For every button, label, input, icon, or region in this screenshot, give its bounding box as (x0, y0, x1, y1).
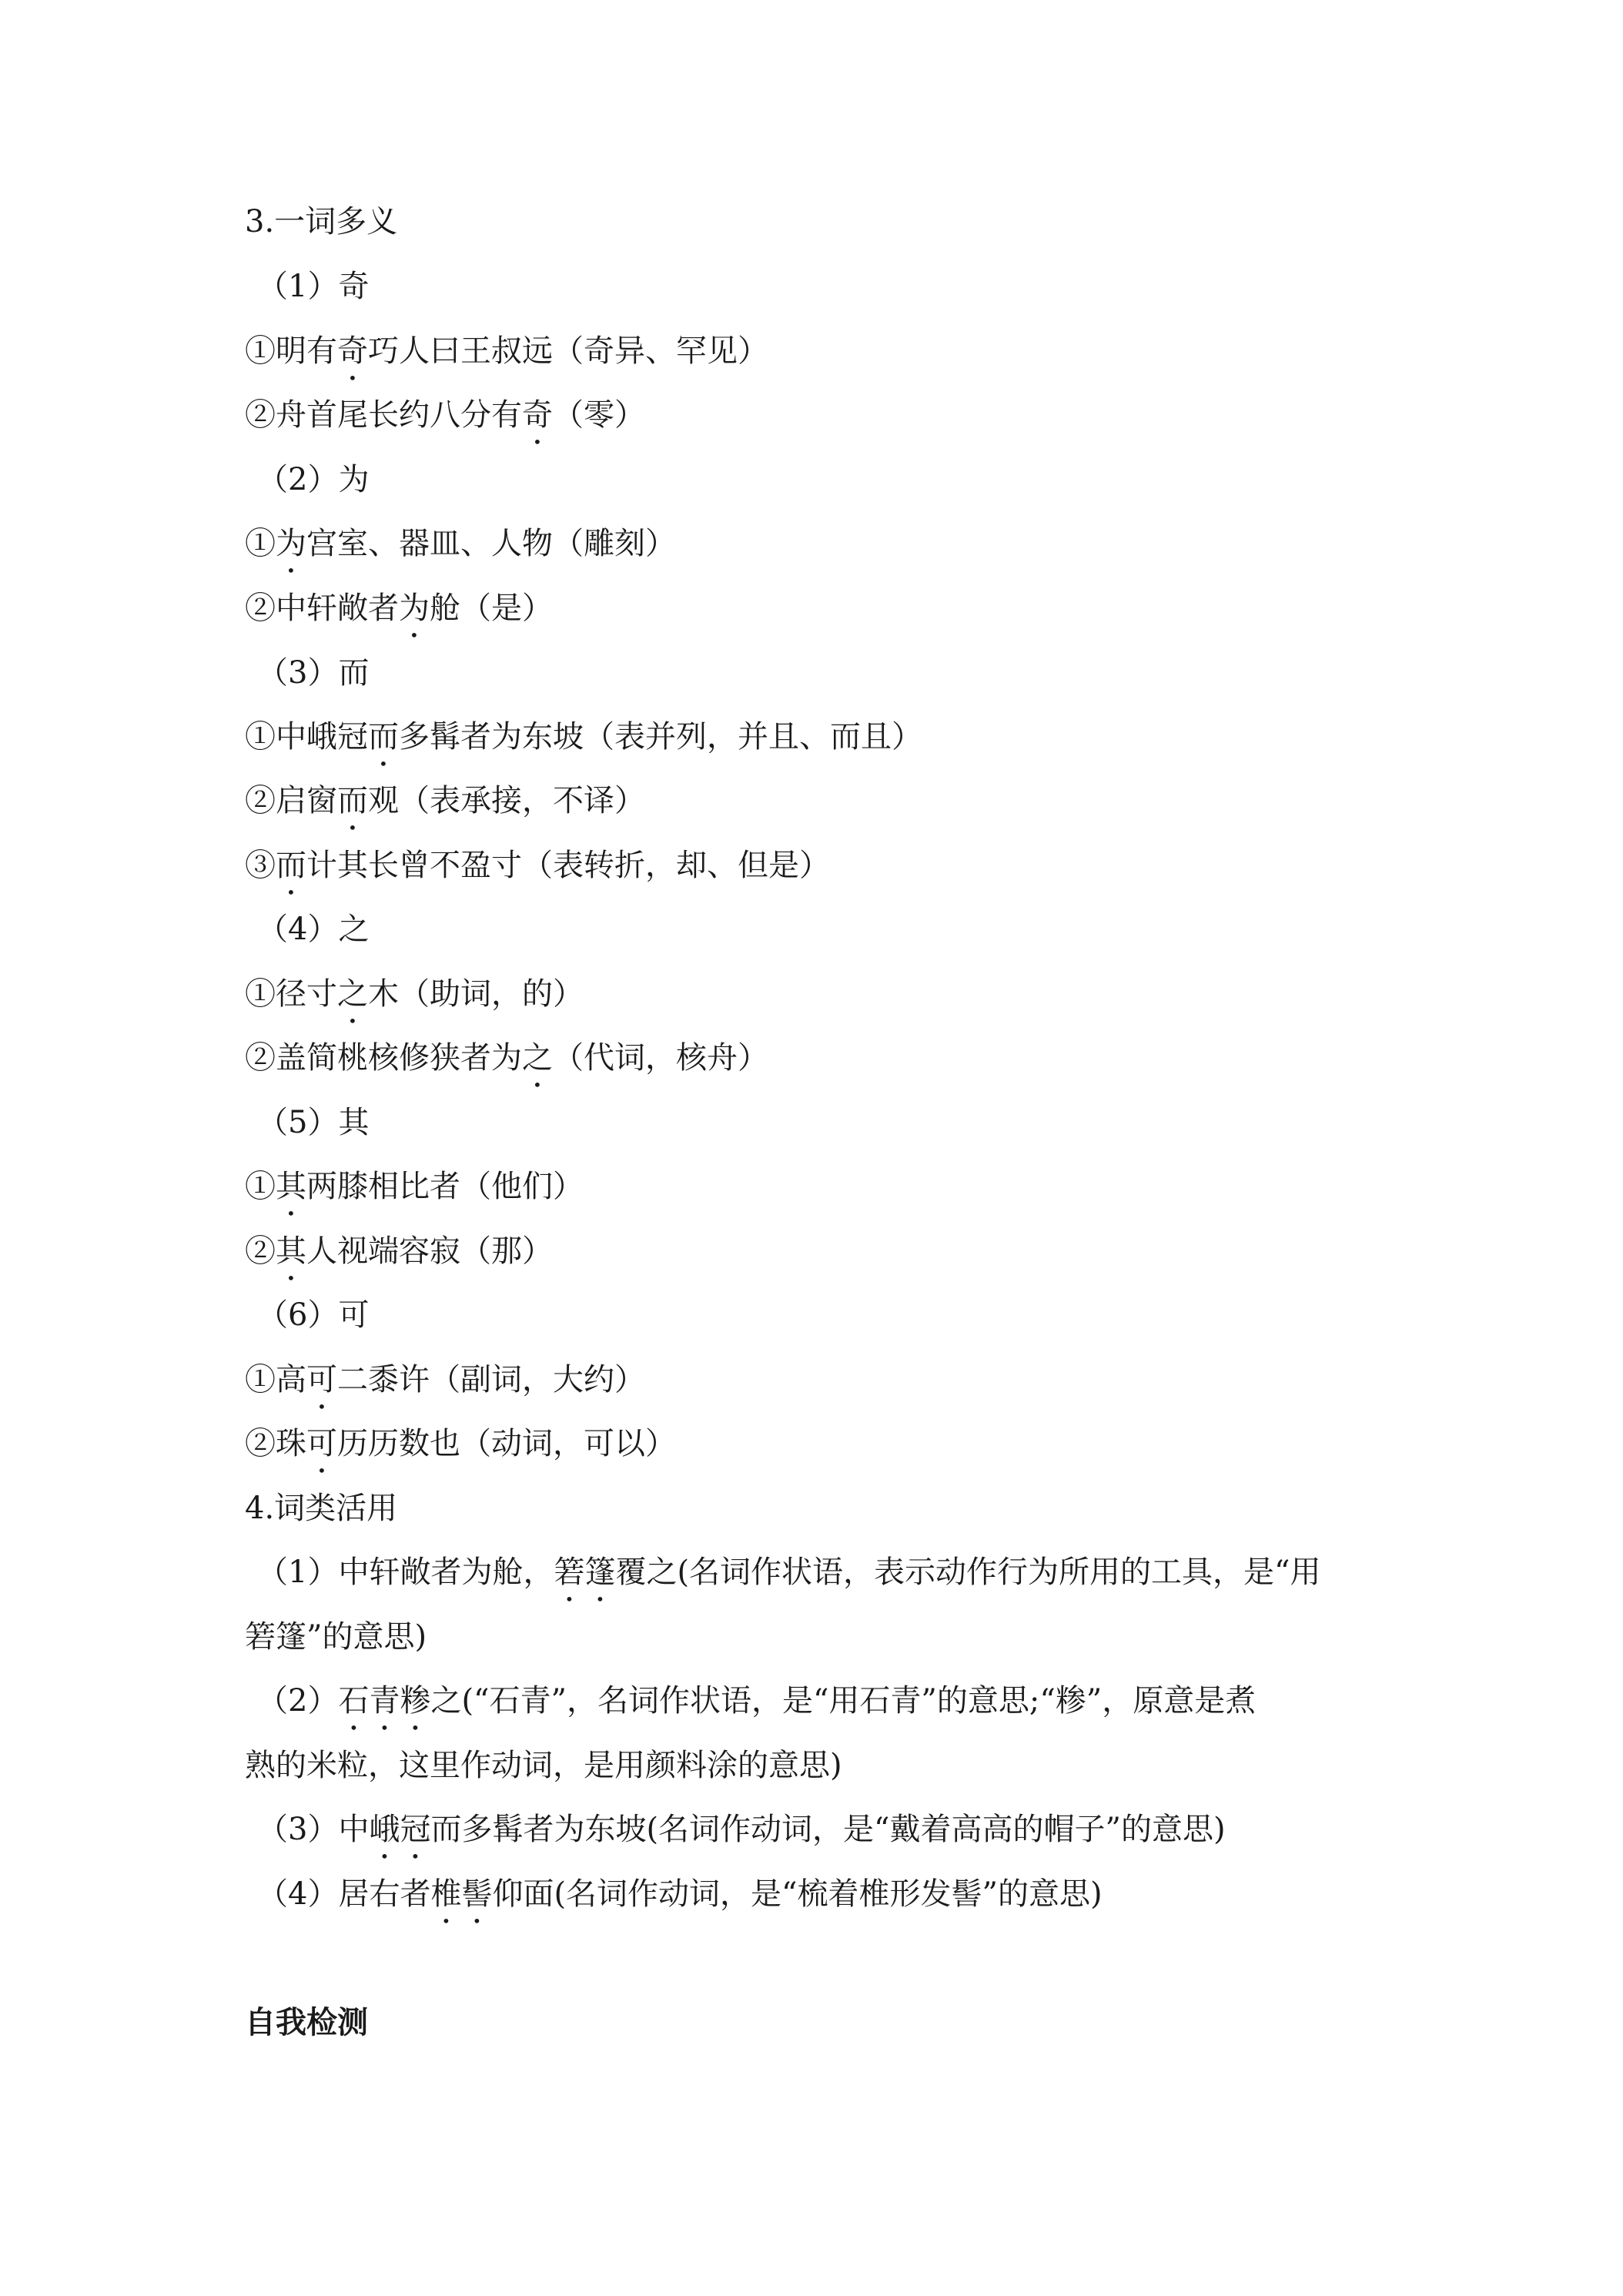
section-title: 4.词类活用 (245, 1491, 398, 1526)
list-item: ①明有奇巧人曰王叔远（奇异、罕见） (245, 333, 768, 369)
self-check-heading: 自我检测 (245, 2005, 368, 2040)
example-line-continued: 熟的米粒，这里作动词，是用颜料涂的意思) (245, 1748, 842, 1783)
section-title: 3.一词多义 (245, 204, 398, 239)
list-item: ①中峨冠而多髯者为东坡（表并列，并且、而且） (245, 719, 922, 755)
example-line: （3）中峨冠而多髯者为东坡(名词作动词，是“戴着高高的帽子”的意思) (257, 1812, 1226, 1847)
example-line: （1）中轩敞者为舱，箬篷覆之(名词作状语，表示动作行为所用的工具，是“用 (257, 1555, 1321, 1590)
list-item: ①高可二黍许（副词，大约） (245, 1362, 645, 1397)
list-item: ②盖简桃核修狭者为之（代词，核舟） (245, 1040, 768, 1076)
group-label: （2）为 (257, 462, 370, 497)
example-line: （2）石青糁之(“石青”，名词作状语，是“用石青”的意思;“糁”，原意是煮 (257, 1683, 1257, 1719)
list-item: ①其两膝相比者（他们） (245, 1169, 584, 1204)
list-item: ②珠可历历数也（动词，可以） (245, 1426, 676, 1461)
group-label: （5）其 (257, 1105, 370, 1140)
group-label: （3）而 (257, 655, 370, 691)
example-line: （4）居右者椎髻仰面(名词作动词，是“梳着椎形发髻”的意思) (257, 1876, 1103, 1912)
list-item: ①径寸之木（助词，的） (245, 976, 584, 1012)
group-label: （6）可 (257, 1297, 370, 1333)
group-label: （4）之 (257, 912, 370, 947)
list-item: ①为宫室、器皿、人物（雕刻） (245, 526, 676, 561)
list-item: ②舟首尾长约八分有奇（零） (245, 397, 645, 433)
example-line-continued: 箬篷”的意思) (245, 1619, 427, 1655)
list-item: ②启窗而观（表承接，不译） (245, 783, 645, 818)
list-item: ②其人视端容寂（那） (245, 1233, 553, 1269)
list-item: ③而计其长曾不盈寸（表转折，却、但是） (245, 848, 830, 883)
list-item: ②中轩敞者为舱（是） (245, 591, 553, 626)
group-label: （1）奇 (257, 269, 370, 304)
